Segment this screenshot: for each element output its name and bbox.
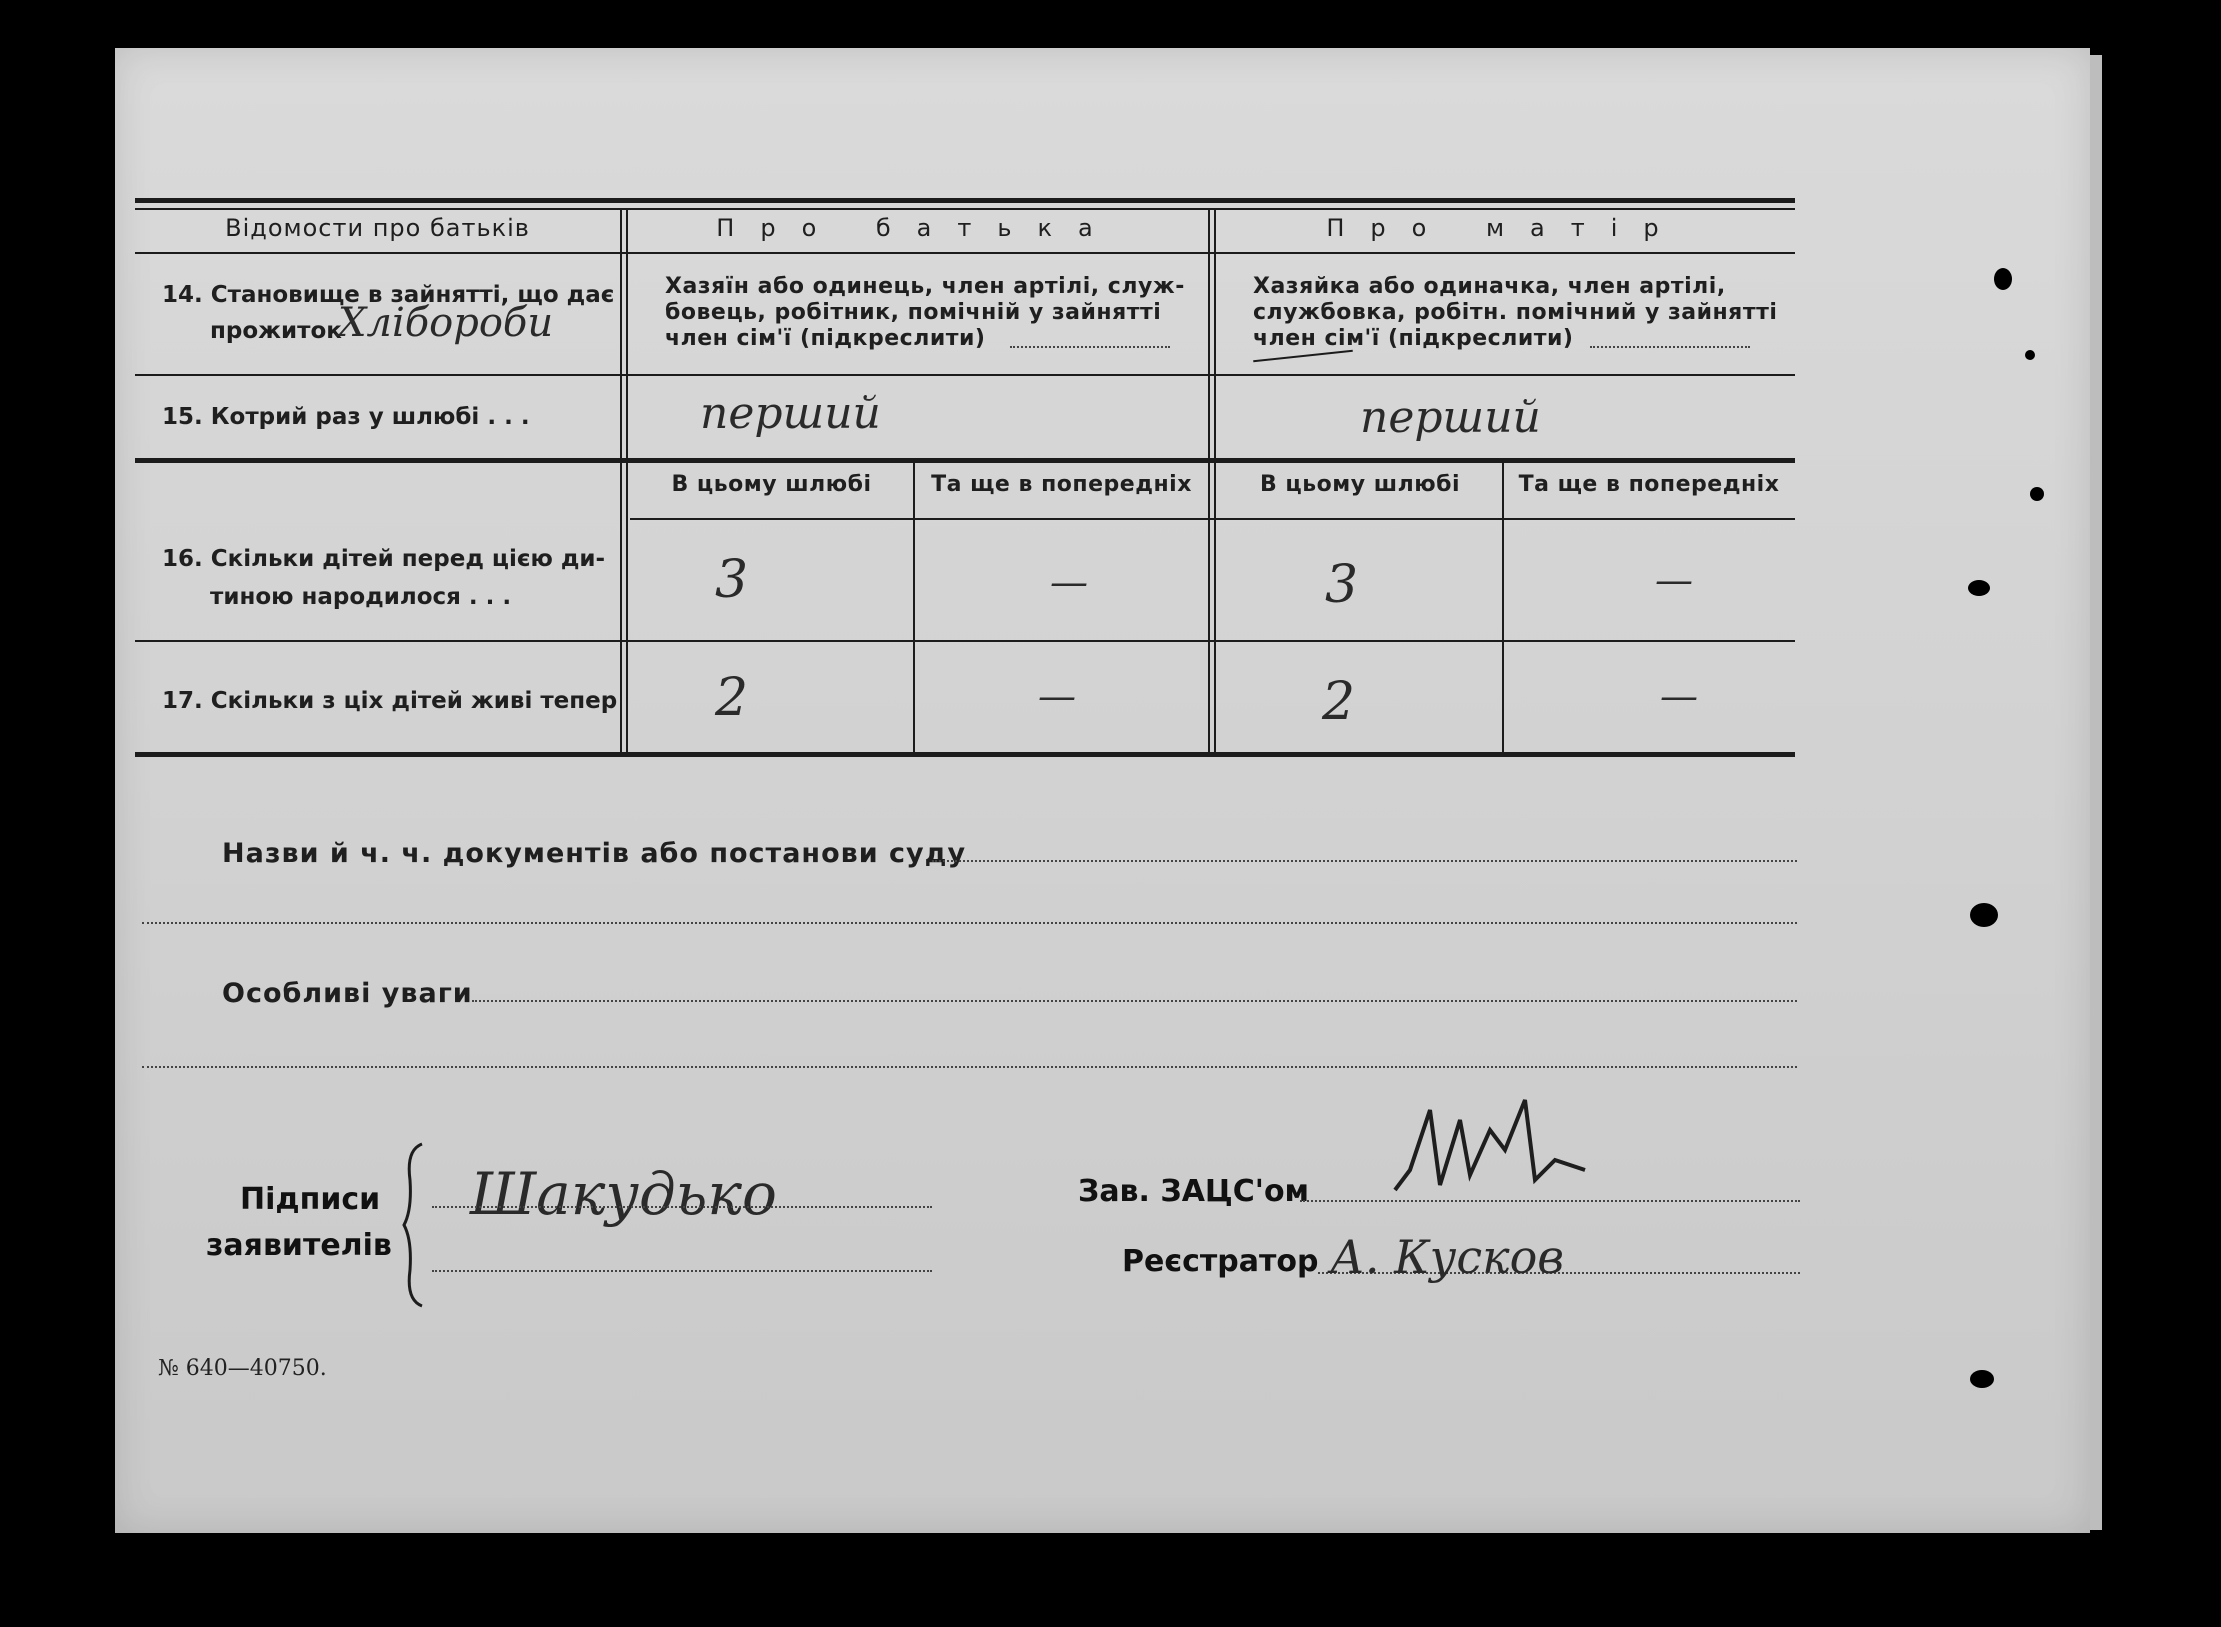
row16-mother-current-value: 3 — [1325, 555, 1359, 615]
applicant-sign-line-1 — [432, 1206, 932, 1208]
row17-label: 17. Скільки з ціх дітей живі тепер — [162, 688, 618, 714]
table-top-rule — [135, 198, 1795, 203]
row17-mother-current-value: 2 — [1322, 672, 1356, 732]
dotted-line — [1010, 346, 1170, 348]
table-bottom-rule — [135, 752, 1795, 757]
col-divider — [913, 460, 915, 754]
punch-hole-mark — [1970, 1370, 1994, 1388]
applicant-signature: Шакудько — [470, 1160, 777, 1228]
mother-occupation-options-1: Хазяйка або одиначка, член артілі, — [1253, 274, 1726, 299]
subheader-mother-current: В цьому шлюбі — [1259, 472, 1460, 497]
head-signature-mark — [1385, 1090, 1605, 1220]
row17-mother-previous-value: — — [1660, 674, 1698, 718]
head-of-registry-label: Зав. ЗАЦС'ом — [1078, 1174, 1310, 1209]
mother-marriage-count: перший — [1360, 392, 1541, 443]
row17-father-current-value: 2 — [715, 668, 749, 728]
table-top-rule-inner — [135, 208, 1795, 210]
remarks-label: Особливі уваги — [222, 978, 473, 1009]
remarks-fill-line-2 — [142, 1066, 1797, 1068]
applicants-signatures-label: Підписи — [240, 1182, 381, 1217]
remarks-fill-line — [472, 1000, 1797, 1002]
subheader-rule — [630, 518, 1795, 520]
row14-label-cont: прожиток — [210, 318, 342, 344]
row15-rule — [135, 458, 1795, 463]
mother-occupation-options-3: член сім'ї (підкреслити) — [1253, 326, 1574, 351]
mother-occupation-options-2: службовка, робітн. помічний у зайнятті — [1253, 300, 1778, 325]
father-marriage-count: перший — [700, 388, 881, 439]
documents-label: Назви й ч. ч. документів або постанови суду — [222, 838, 967, 869]
form-number: № 640—40750. — [158, 1356, 327, 1381]
punch-hole-mark — [2025, 350, 2035, 360]
row14-rule — [135, 374, 1795, 376]
table-header-rule — [135, 252, 1795, 254]
row14-handwritten-occupation: Хлібороби — [338, 300, 554, 346]
row15-label: 15. Котрий раз у шлюбі . . . — [162, 404, 530, 430]
applicant-sign-line-2 — [432, 1270, 932, 1272]
documents-fill-line-2 — [142, 922, 1797, 924]
brace-mark — [400, 1140, 430, 1310]
punch-hole-mark — [1968, 580, 1990, 596]
col-divider — [1502, 460, 1504, 754]
row16-father-previous-value: — — [1050, 560, 1088, 604]
row17-father-previous-value: — — [1038, 674, 1076, 718]
punch-hole-mark — [1970, 903, 1998, 927]
row16-label: 16. Скільки дітей перед цією ди- — [162, 546, 606, 572]
row14-label: 14. Становище в зайнятті, що дає — [162, 282, 615, 308]
applicants-signatures-label-cont: заявителів — [206, 1228, 392, 1263]
subheader-father-previous: Та ще в попередніх — [931, 472, 1192, 497]
documents-fill-line — [932, 860, 1797, 862]
subheader-mother-previous: Та ще в попередніх — [1518, 472, 1780, 497]
row16-label-cont: тиною народилося . . . — [210, 584, 512, 610]
father-occupation-options-3: член сім'ї (підкреслити) — [665, 326, 986, 351]
row16-rule — [135, 640, 1795, 642]
father-occupation-options-1: Хазяїн або одинець, член артілі, служ- — [665, 274, 1185, 299]
col-divider — [1208, 208, 1210, 754]
col-divider — [626, 208, 628, 754]
header-info-about-parents: Відомости про батьків — [225, 214, 530, 242]
subheader-father-current: В цьому шлюбі — [671, 472, 872, 497]
header-about-mother: Про матір — [1326, 214, 1685, 242]
col-divider — [1214, 208, 1216, 754]
page-edge — [2090, 55, 2102, 1530]
row16-father-current-value: 3 — [715, 550, 749, 610]
father-occupation-options-2: бовець, робітник, помічній у зайнятті — [665, 300, 1162, 325]
punch-hole-mark — [2030, 487, 2044, 501]
registrar-label: Реєстратор — [1122, 1244, 1319, 1279]
document-page — [115, 48, 2090, 1533]
registrar-signature: А. Кусков — [1330, 1230, 1565, 1284]
dotted-line — [1590, 346, 1750, 348]
row16-mother-previous-value: — — [1655, 558, 1693, 602]
col-divider — [620, 208, 622, 754]
punch-hole-mark — [1994, 268, 2012, 290]
header-about-father: Про батька — [716, 214, 1119, 242]
